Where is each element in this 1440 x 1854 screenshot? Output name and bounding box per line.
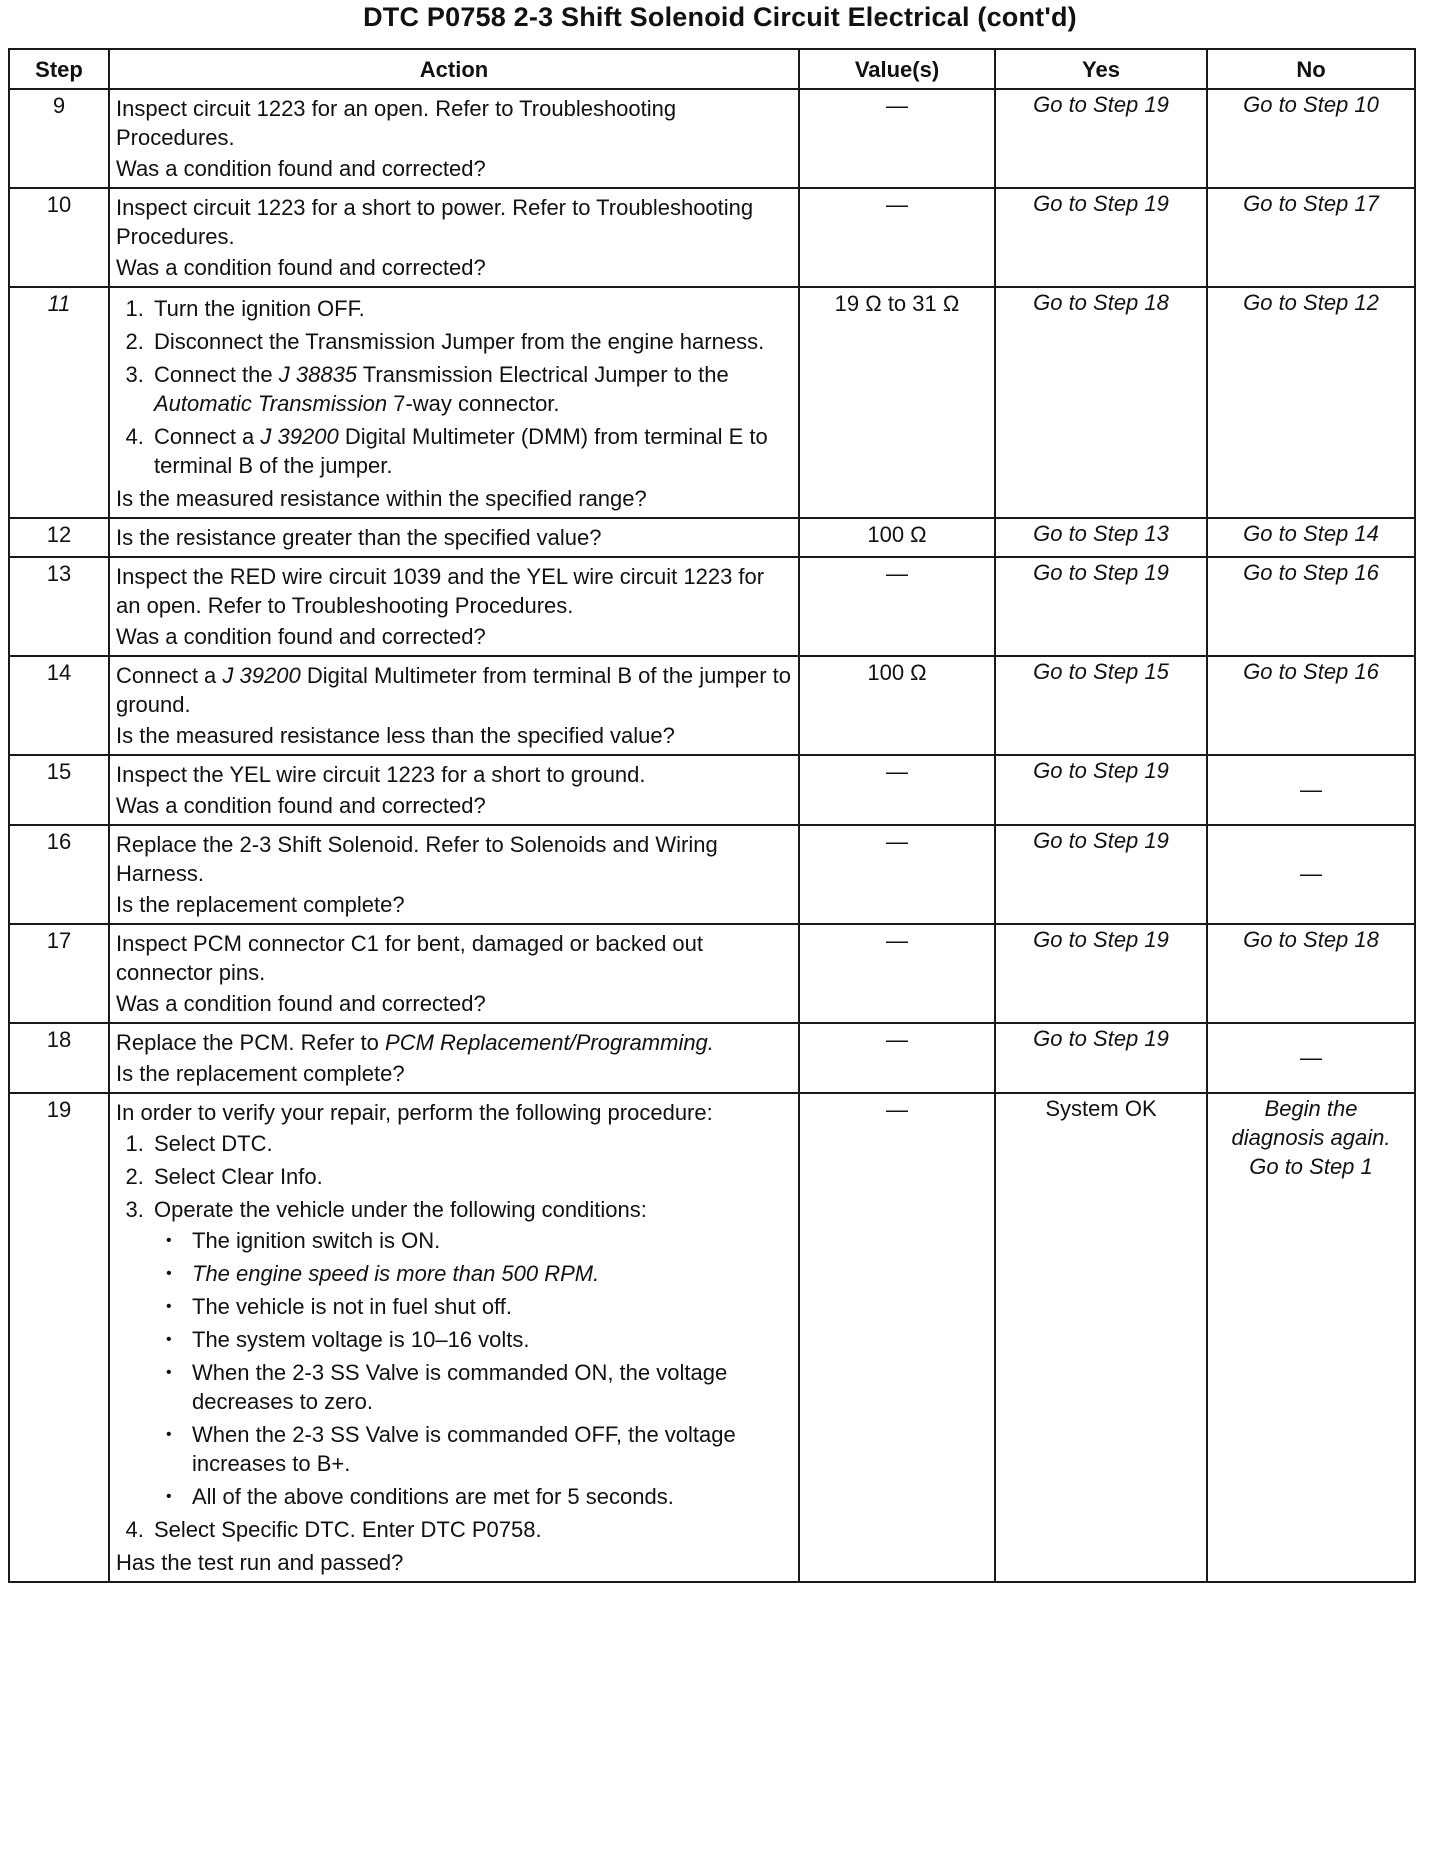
action-cell [109, 188, 799, 287]
procedure-step: 4. Connect a J 39200 Digital Multimeter (DMM) from terminal E to terminal B of the jumper. [150, 422, 792, 480]
table-row [9, 825, 1415, 924]
action-cell [109, 89, 799, 188]
table-row [9, 755, 1415, 825]
action-question: Was a condition found and corrected? [116, 624, 486, 649]
yes-cell: Go to Step 19 [995, 924, 1207, 1023]
no-cell: — [1207, 755, 1415, 825]
value-cell: 100 Ω [799, 656, 995, 755]
action-question: Is the resistance greater than the specified value? [116, 525, 602, 550]
table-row [9, 518, 1415, 557]
procedure-step: 2. Select Clear Info. [150, 1162, 792, 1191]
procedure-step: 1. Turn the ignition OFF. [150, 294, 792, 323]
action-text: Connect a J 39200 Digital Multimeter from terminal B of the jumper to ground. [116, 663, 791, 717]
action-cell [109, 557, 799, 656]
condition-item: • When the 2-3 SS Valve is commanded ON, the voltage decreases to zero. [188, 1358, 792, 1416]
header-action: Action [109, 49, 799, 89]
yes-cell: Go to Step 19 [995, 557, 1207, 656]
no-cell: Go to Step 16 [1207, 656, 1415, 755]
no-cell: Begin the diagnosis again. Go to Step 1 [1207, 1093, 1415, 1582]
action-text: Replace the 2-3 Shift Solenoid. Refer to Solenoids and Wiring Harness. [116, 832, 718, 886]
page-title: DTC P0758 2-3 Shift Solenoid Circuit Electrical (cont'd) [363, 2, 1077, 32]
action-question: Was a condition found and corrected? [116, 255, 486, 280]
action-cell [109, 656, 799, 755]
action-text: In order to verify your repair, perform the following procedure: [116, 1100, 713, 1125]
procedure-step: 2. Disconnect the Transmission Jumper from the engine harness. [150, 327, 792, 356]
procedure-step: 3. Connect the J 38835 Transmission Electrical Jumper to the Automatic Transmission 7-way connector. [150, 360, 792, 418]
step-number: 19 [9, 1093, 109, 1582]
yes-cell: Go to Step 19 [995, 89, 1207, 188]
component-reference: Automatic Transmission [154, 391, 388, 416]
yes-cell: Go to Step 18 [995, 287, 1207, 518]
action-question: Is the measured resistance within the specified range? [116, 486, 647, 511]
table-row [9, 287, 1415, 518]
value-cell: — [799, 89, 995, 188]
step-number: 10 [9, 188, 109, 287]
step-number: 18 [9, 1023, 109, 1093]
table-row [9, 557, 1415, 656]
procedure-list [116, 1129, 792, 1544]
step-number: 12 [9, 518, 109, 557]
action-text: Inspect circuit 1223 for an open. Refer to Troubleshooting Procedures. [116, 96, 677, 150]
step-number: 15 [9, 755, 109, 825]
action-question: Is the replacement complete? [116, 1061, 405, 1086]
action-cell [109, 287, 799, 518]
no-cell: Go to Step 17 [1207, 188, 1415, 287]
value-cell: 19 Ω to 31 Ω [799, 287, 995, 518]
no-cell: Go to Step 10 [1207, 89, 1415, 188]
procedure-step: 4. Select Specific DTC. Enter DTC P0758. [150, 1515, 792, 1544]
header-step: Step [9, 49, 109, 89]
document-reference: PCM Replacement/Programming. [385, 1030, 714, 1055]
condition-item: • When the 2-3 SS Valve is commanded OFF, the voltage increases to B+. [188, 1420, 792, 1478]
header-values: Value(s) [799, 49, 995, 89]
condition-item: • All of the above conditions are met for 5 seconds. [188, 1482, 792, 1511]
action-text: Inspect the RED wire circuit 1039 and the YEL wire circuit 1223 for an open. Refer to Troubleshooting Procedures. [116, 564, 765, 618]
action-question: Was a condition found and corrected? [116, 156, 486, 181]
yes-cell: Go to Step 19 [995, 755, 1207, 825]
step-number: 14 [9, 656, 109, 755]
value-cell: — [799, 1023, 995, 1093]
condition-item: • The vehicle is not in fuel shut off. [188, 1292, 792, 1321]
action-cell [109, 825, 799, 924]
action-question: Was a condition found and corrected? [116, 793, 486, 818]
condition-list [154, 1226, 792, 1511]
condition-item: • The engine speed is more than 500 RPM. [188, 1259, 792, 1288]
no-cell: Go to Step 18 [1207, 924, 1415, 1023]
procedure-list [116, 294, 792, 480]
procedure-step: 3. Operate the vehicle under the following conditions: • The ignition switch is ON. • The engine speed is more than 500 RPM. • The vehicle is not in fuel shut off. • The system voltage is 10–16 volts. • When the 2-3 SS Valve is commanded ON, the voltage decreases to zero. • When the 2-3 SS Valve is commanded OFF, the voltage increases to B+. • All of the above conditions are met for 5 seconds. [150, 1195, 792, 1511]
yes-cell: Go to Step 19 [995, 188, 1207, 287]
action-question: Is the replacement complete? [116, 892, 405, 917]
value-cell: — [799, 924, 995, 1023]
action-cell [109, 755, 799, 825]
action-cell [109, 1093, 799, 1582]
table-header-row [9, 49, 1415, 89]
condition-item: • The system voltage is 10–16 volts. [188, 1325, 792, 1354]
tool-reference: J 39200 [260, 424, 339, 449]
yes-cell: Go to Step 19 [995, 1023, 1207, 1093]
yes-cell: Go to Step 15 [995, 656, 1207, 755]
value-cell: — [799, 557, 995, 656]
tool-reference: J 39200 [222, 663, 301, 688]
value-cell: — [799, 755, 995, 825]
action-text: Inspect PCM connector C1 for bent, damaged or backed out connector pins. [116, 931, 703, 985]
table-row [9, 188, 1415, 287]
table-row [9, 924, 1415, 1023]
yes-cell: System OK [995, 1093, 1207, 1582]
step-number: 11 [9, 287, 109, 518]
no-cell: Go to Step 12 [1207, 287, 1415, 518]
action-text: Inspect the YEL wire circuit 1223 for a short to ground. [116, 762, 646, 787]
no-cell: — [1207, 1023, 1415, 1093]
yes-cell: Go to Step 19 [995, 825, 1207, 924]
tool-reference: J 38835 [278, 362, 358, 387]
step-number: 13 [9, 557, 109, 656]
value-cell: 100 Ω [799, 518, 995, 557]
procedure-step: 1. Select DTC. [150, 1129, 792, 1158]
yes-cell: Go to Step 13 [995, 518, 1207, 557]
action-cell [109, 924, 799, 1023]
diagnostic-table [8, 48, 1416, 1583]
action-text: Replace the PCM. Refer to PCM Replacement/Programming. [116, 1030, 714, 1055]
action-cell [109, 518, 799, 557]
header-no: No [1207, 49, 1415, 89]
table-row [9, 1023, 1415, 1093]
table-row [9, 1093, 1415, 1582]
no-cell: Go to Step 14 [1207, 518, 1415, 557]
action-question: Has the test run and passed? [116, 1550, 404, 1575]
step-number: 9 [9, 89, 109, 188]
no-cell: — [1207, 825, 1415, 924]
action-cell [109, 1023, 799, 1093]
header-yes: Yes [995, 49, 1207, 89]
value-cell: — [799, 825, 995, 924]
action-text: Inspect circuit 1223 for a short to power. Refer to Troubleshooting Procedures. [116, 195, 754, 249]
table-row [9, 656, 1415, 755]
value-cell: — [799, 1093, 995, 1582]
condition-item: • The ignition switch is ON. [188, 1226, 792, 1255]
action-question: Is the measured resistance less than the specified value? [116, 723, 675, 748]
step-number: 16 [9, 825, 109, 924]
action-question: Was a condition found and corrected? [116, 991, 486, 1016]
value-cell: — [799, 188, 995, 287]
no-cell: Go to Step 16 [1207, 557, 1415, 656]
step-number: 17 [9, 924, 109, 1023]
table-row [9, 89, 1415, 188]
